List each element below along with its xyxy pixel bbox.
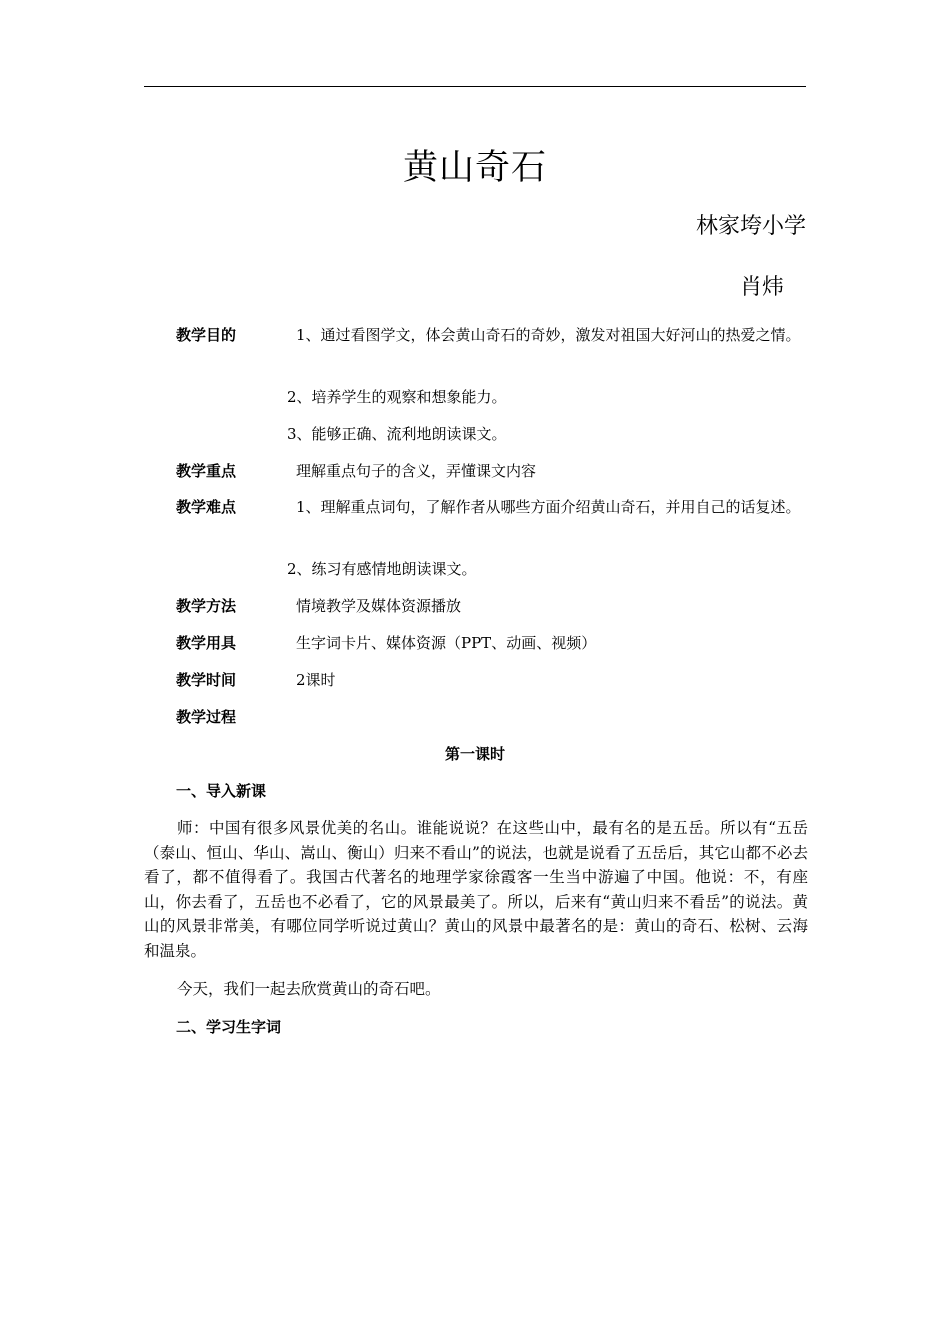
difficulty-row <box>144 495 806 519</box>
goal-item-3: 3、能够正确、流利地朗读课文。 <box>287 425 507 443</box>
focus-value: 理解重点句子的含义，弄懂课文内容 <box>296 462 537 480</box>
goal-item-1: 1、通过看图学文，体会黄山奇石的奇妙，激发对祖国大好河山的热爱之情。 <box>296 326 801 344</box>
goal-item-2: 2、培养学生的观察和想象能力。 <box>287 388 507 406</box>
difficulty-item-2: 2、练习有感情地朗读课文。 <box>287 560 477 578</box>
header-rule <box>144 86 806 87</box>
paragraph-intro: 师：中国有很多风景优美的名山。谁能说说？在这些山中，最有名的是五岳。所以有“五岳（泰山、恒山、华山、嵩山、衡山）归来不看山”的说法，也就是说看了五岳后，其它山都不必去看了，都不值得看了。我国古代著名的地理学家徐霞客一生当中游遍了中国。他说：不，有座山，你去看了，五岳也不必看了，它的风景最美了。所以，后来有“黄山归来不看岳”的说法。黄山的风景非常美，有哪位同学听说过黄山？黄山的风景中最著名的是：黄山的奇石、松树、云海和温泉。 <box>144 819 808 960</box>
author-name: 肖炜 <box>740 275 785 300</box>
school-name: 林家垮小学 <box>695 214 806 239</box>
time-label: 教学时间 <box>176 671 237 689</box>
tools-label: 教学用具 <box>176 634 237 652</box>
section-heading-1: 一、导入新课 <box>176 782 267 800</box>
time-value: 2课时 <box>296 671 336 689</box>
method-label: 教学方法 <box>176 597 237 615</box>
process-label: 教学过程 <box>176 708 237 726</box>
method-value: 情境教学及媒体资源播放 <box>296 597 462 615</box>
tools-value: 生字词卡片、媒体资源（PPT、动画、视频） <box>296 634 597 652</box>
page-title: 黄山奇石 <box>402 148 547 188</box>
goal-label: 教学目的 <box>176 326 237 344</box>
section-heading-2: 二、学习生字词 <box>176 1018 282 1036</box>
paragraph-today: 今天，我们一起去欣赏黄山的奇石吧。 <box>177 980 441 998</box>
goal-row <box>144 323 806 347</box>
focus-label: 教学重点 <box>176 462 237 480</box>
period-title: 第一课时 <box>444 745 505 763</box>
difficulty-item-1: 1、理解重点词句，了解作者从哪些方面介绍黄山奇石，并用自己的话复述。 <box>296 498 801 516</box>
difficulty-label: 教学难点 <box>176 498 237 516</box>
